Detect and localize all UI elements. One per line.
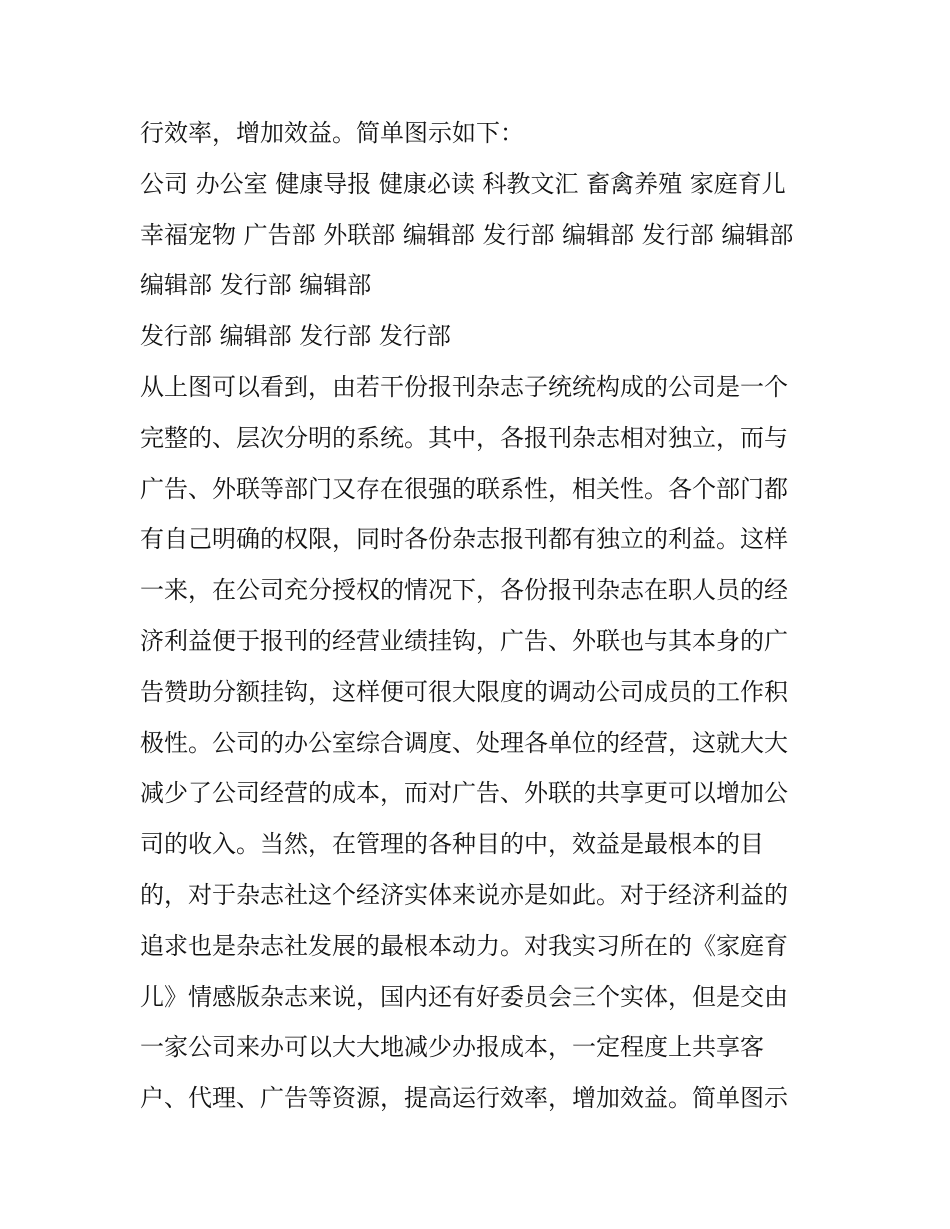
text-line-13: 极性。公司的办公室综合调度、处理各单位的经营，这就大大 bbox=[140, 728, 788, 757]
text-line-19: 一家公司来办可以大大地减少办报成本，一定程度上共享客 bbox=[140, 1033, 764, 1062]
body-text bbox=[140, 108, 820, 1124]
text-line-6: 从上图可以看到，由若干份报刊杂志子统统构成的公司是一个 bbox=[140, 372, 788, 401]
text-line-18: 儿》情感版杂志来说，国内还有好委员会三个实体，但是交由 bbox=[140, 982, 788, 1011]
text-line-8: 广告、外联等部门又存在很强的联系性，相关性。各个部门都 bbox=[140, 474, 788, 503]
text-line-5: 发行部 编辑部 发行部 发行部 bbox=[140, 322, 451, 351]
text-line-1: 行效率，增加效益。简单图示如下： bbox=[140, 119, 524, 147]
text-line-7: 完整的、层次分明的系统。其中，各报刊杂志相对独立，而与 bbox=[140, 423, 788, 452]
text-line-16: 的，对于杂志社这个经济实体来说亦是如此。对于经济利益的 bbox=[140, 880, 788, 909]
text-line-20: 户、代理、广告等资源，提高运行效率，增加效益。简单图示 bbox=[140, 1084, 788, 1113]
text-line-14: 减少了公司经营的成本，而对广告、外联的共享更可以增加公 bbox=[140, 779, 788, 808]
text-line-10: 一来，在公司充分授权的情况下，各份报刊杂志在职人员的经 bbox=[140, 576, 788, 605]
text-line-2: 公司 办公室 健康导报 健康必读 科教文汇 畜禽养殖 家庭育儿 bbox=[140, 169, 786, 198]
text-line-4: 编辑部 发行部 编辑部 bbox=[140, 271, 372, 300]
text-line-17: 追求也是杂志社发展的最根本动力。对我实习所在的《家庭育 bbox=[140, 931, 788, 960]
text-line-11: 济利益便于报刊的经营业绩挂钩，广告、外联也与其本身的广 bbox=[140, 626, 788, 655]
text-line-12: 告赞助分额挂钩，这样便可很大限度的调动公司成员的工作积 bbox=[140, 677, 788, 706]
text-line-3: 幸福宠物 广告部 外联部 编辑部 发行部 编辑部 发行部 编辑部 bbox=[140, 220, 794, 249]
text-line-9: 有自己明确的权限，同时各份杂志报刊都有独立的利益。这样 bbox=[140, 525, 788, 554]
text-line-15: 司的收入。当然，在管理的各种目的中，效益是最根本的目 bbox=[140, 830, 764, 859]
